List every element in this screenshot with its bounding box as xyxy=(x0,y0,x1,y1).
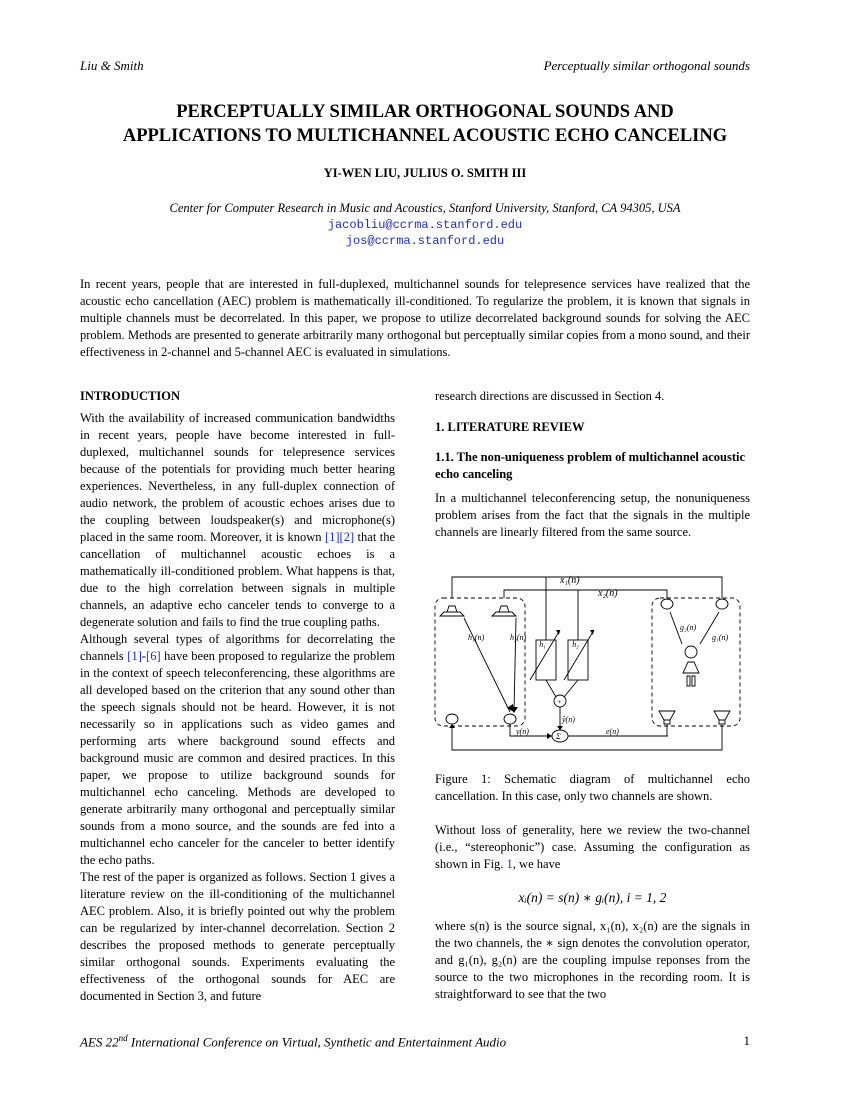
paper-title xyxy=(0,100,850,148)
right-column-bottom xyxy=(435,771,750,1003)
intro-p2-text-a: Although several types of algorithms for decorrelating the channels xyxy=(80,632,395,663)
figure-1-caption: Figure 1: Schematic diagram of multichannel echo cancellation. In this case, only two channels are shown. xyxy=(435,772,750,803)
label-x1: x₁(n) xyxy=(560,575,580,586)
citation-link-2[interactable]: [2] xyxy=(339,530,355,544)
label-h2: h₂(n) xyxy=(510,633,527,642)
talker-head-icon xyxy=(685,646,697,658)
x2-signal-line xyxy=(504,590,667,598)
intro-continuation: research directions are discussed in Section 4. xyxy=(435,389,665,403)
adaptive-arrow-1 xyxy=(530,630,560,680)
label-sigma: Σ xyxy=(556,732,561,741)
filter-2-output xyxy=(564,680,578,697)
footer-conference xyxy=(80,1033,750,1050)
label-x2: x₂(n) xyxy=(598,588,618,599)
label-h1-hat: ĥ₁ xyxy=(539,640,546,649)
arrowhead-adapt-2 xyxy=(590,630,594,635)
near-microphone-2-icon xyxy=(661,599,673,609)
label-y: y(n) xyxy=(516,727,529,736)
label-g2: g₂(n) xyxy=(680,623,697,632)
email-link-2[interactable]: jos@ccrma.stanford.edu xyxy=(345,234,505,248)
right-column-top xyxy=(435,388,750,541)
label-g1: g₁(n) xyxy=(712,633,729,642)
left-column xyxy=(80,388,395,1005)
intro-paragraph-1 xyxy=(80,410,395,631)
near-microphone-1-icon xyxy=(716,599,728,609)
label-h2-hat: ĥ₂ xyxy=(572,640,579,649)
intro-paragraph-3: The rest of the paper is organized as follows. Section 1 gives a literature review on the ill-conditioning of the multichannel AEC problem. Also, it is briefly pointed out why the problem can be regularized by inter-channel decorrelation. Section 2 describes the proposed methods to generate perceptually similar orthogonal sounds. Experiments evaluating the effectiveness of the orthogonal sounds for AEC are documented in Section 3, and future xyxy=(80,870,395,1003)
intro-p2-text-b: have been proposed to regularize the problem in the context of speech teleconferencing, these algorithms are all developed based on the criterion that any sound other than the speech signals should not be heard. However, it is not necessarily so in applications such as video games and performing arts where background sound effects and background music are common and desired practices. In this paper, we propose to utilize background sounds for multichannel echo canceling. Methods are developed to generate arbitrarily many orthogonal and perceptually similar sounds from a mono source, and the sounds are fed into a multichannel echo canceler for the canceler to better identify the echo paths. xyxy=(80,649,396,867)
lit-p2-text-b: , we have xyxy=(512,857,561,871)
intro-p1-text-a: With the availability of increased communication bandwidths in recent years, people have become interested in full-duplexed, multichannel sounds for telepresence services because of the potentials for providing much better hearing experiences. Nevertheless, in any full-duplex connection of audio network, the problem of acoustic echoes arises due to the coupling between loudspeaker(s) and microphone(s) placed in the same room. Moreover, it is known xyxy=(80,411,395,544)
label-e: e(n) xyxy=(606,727,619,736)
loudspeaker-1-icon xyxy=(440,606,464,616)
near-loudspeaker-2-icon xyxy=(714,711,730,724)
section-heading-introduction: INTRODUCTION xyxy=(80,389,181,403)
subsection-heading-nonuniqueness: 1.1. The non-uniqueness problem of multichannel acoustic echo canceling xyxy=(435,450,746,481)
footer-rest: International Conference on Virtual, Synthetic and Entertainment Audio xyxy=(127,1034,507,1050)
citation-link-1[interactable]: [1] xyxy=(324,530,340,544)
citation-dash: - xyxy=(141,649,147,663)
running-header-authors: Liu & Smith xyxy=(80,58,144,73)
literature-paragraph-3: where s(n) is the source signal, x₁(n), x₂(n) are the signals in the two channels, the ∗ sign denotes the convolution operator, and g₁(n), g₂(n) are the coupling impulse reponses from the source to the two microphones in the recording room. It is straightforward to see that the two xyxy=(435,919,750,1001)
equation-1: xᵢ(n) = s(n) ∗ gᵢ(n), i = 1, 2 xyxy=(518,890,667,905)
return-path-line xyxy=(452,724,722,750)
loudspeaker-2-icon xyxy=(492,606,516,616)
arrowhead-adapt-1 xyxy=(556,630,560,635)
arrowhead-yhat xyxy=(557,726,563,730)
figure-1-diagram xyxy=(430,568,750,768)
near-end-room-box xyxy=(652,598,740,726)
filter-1-output xyxy=(546,680,556,697)
intro-p1-text-b: that the cancellation of multichannel acoustic echoes is a mathematically ill-conditioned problem. What happens is that, due to the high correlation between signals in multiple channels, an adaptive echo canceler tends to converge to a degenerate solution and fails to find the true coupling paths. xyxy=(80,530,395,629)
section-heading-literature-review: 1. LITERATURE REVIEW xyxy=(435,420,585,434)
author-list: YI-WEN LIU, JULIUS O. SMITH III xyxy=(323,166,527,180)
microphone-2-icon xyxy=(504,714,516,724)
literature-paragraph-2 xyxy=(435,822,750,873)
label-yhat: ŷ(n) xyxy=(562,715,575,724)
near-loudspeaker-1-icon xyxy=(659,711,675,724)
literature-paragraph-1: In a multichannel teleconferencing setup, the nonuniqueness problem arises from the fact that the signals in the multiple channels are linearly filtered from the same source. xyxy=(435,491,750,539)
abstract: In recent years, people that are interested in full-duplexed, multichannel sounds for telepresence services have realized that the acoustic echo cancellation (AEC) problem is mathematically ill-conditioned. To regularize the problem, it is known that signals in multiple channels must be decorrelated. In this paper, we propose to utilize decorrelated background sounds for solving the AEC problem. Methods are presented to generate arbitrarily many orthogonal but perceptually similar copies from a mono sound, and their effectiveness in 2-channel and 5-channel AEC is evaluated in simulations. xyxy=(80,277,750,359)
email-link-1[interactable]: jacobliu@ccrma.stanford.edu xyxy=(327,218,523,232)
adaptive-arrow-2 xyxy=(564,630,594,680)
talker-legs-icon xyxy=(687,676,695,686)
lit-p2-text-a: Without loss of generality, here we review the two-channel (i.e., “stereophonic”) case. Assuming the configuration as shown in Fig. xyxy=(435,823,750,871)
label-h1: h₁(n) xyxy=(468,633,485,642)
label-plus: + xyxy=(557,698,562,706)
x1-signal-line xyxy=(452,577,722,598)
footer-prefix: AES 22 xyxy=(80,1034,119,1050)
microphone-1-icon xyxy=(446,714,458,724)
footer-superscript: nd xyxy=(118,1033,128,1043)
intro-paragraph-2 xyxy=(80,631,395,869)
arrowhead-y xyxy=(547,733,552,739)
running-header-title: Perceptually similar orthogonal sounds xyxy=(543,58,750,73)
figure-ref-link[interactable]: 1 xyxy=(506,857,513,871)
citation-link-6[interactable]: [6] xyxy=(146,649,161,663)
talker-body-icon xyxy=(683,662,699,673)
page-number: 1 xyxy=(743,1033,750,1048)
citation-link-3[interactable]: [1] xyxy=(127,649,142,663)
affiliation: Center for Computer Research in Music and Acoustics, Stanford University, Stanford, CA 94305, USA xyxy=(169,201,681,215)
paper-title-line-2: APPLICATIONS TO MULTICHANNEL ACOUSTIC ECHO CANCELING xyxy=(122,126,728,146)
paper-title-line-1: PERCEPTUALLY SIMILAR ORTHOGONAL SOUNDS AND xyxy=(176,102,674,122)
